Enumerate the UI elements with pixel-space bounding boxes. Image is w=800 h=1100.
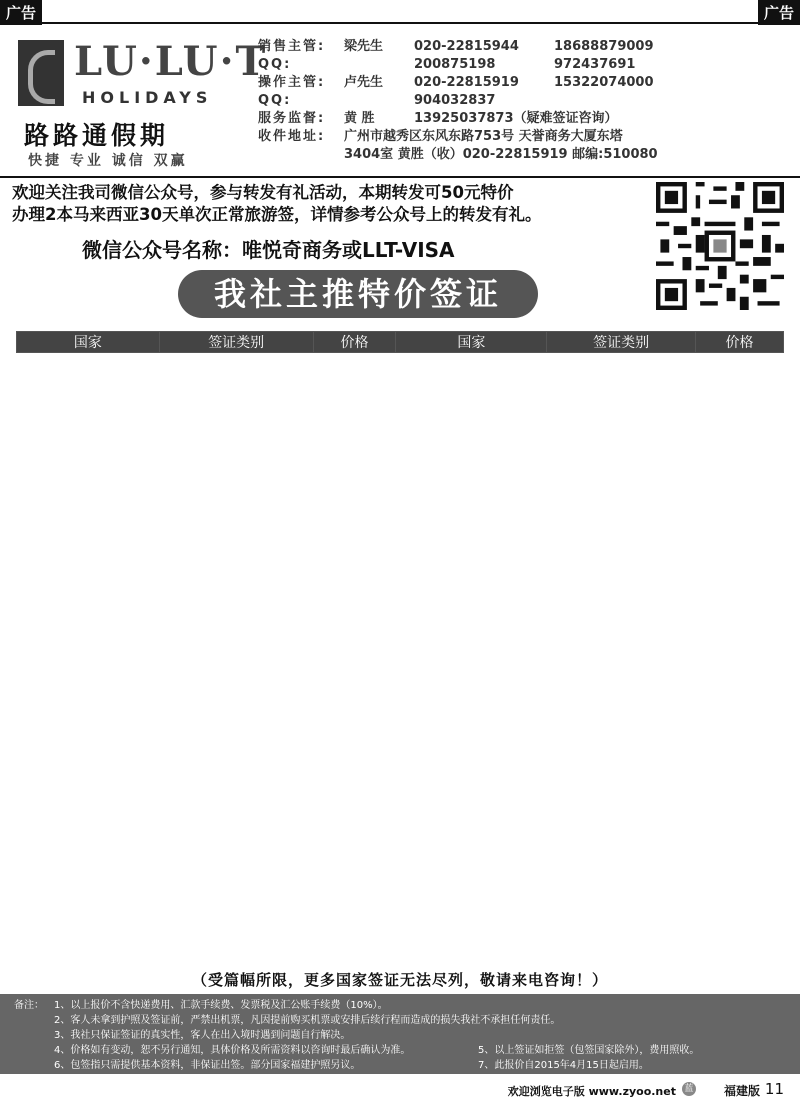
edition-label: 福建版 [723, 1084, 760, 1098]
col-header: 国家 [17, 332, 160, 353]
contact-row: 3404室 黄胜（收）020-22815919 邮编:510080 [344, 147, 658, 162]
contact-row: 操作主管: 卢先生 020-22815919 15322074000 [258, 75, 654, 90]
notice-text: （受篇幅所限，更多国家签证无法尽列，敬请来电咨询！） [191, 971, 608, 989]
wechat-account-name: 微信公众号名称：唯悦奇商务或LLT-VISA [82, 238, 455, 262]
col-header: 国家 [396, 332, 547, 353]
footer-badge: 蓝 [682, 1082, 696, 1096]
col-header: 价格 [313, 332, 396, 353]
ad-label-left: 广告 [0, 0, 42, 25]
contact-row: 收件地址: 广州市越秀区东风东路753号 天誉商务大厦东塔 [258, 129, 623, 144]
ad-label-right: 广告 [758, 0, 800, 25]
logo-cn-name: 路路通假期 [24, 121, 170, 150]
wechat-promo: 欢迎关注我司微信公众号，参与转发有礼活动，本期转发可50元特价 办理2本马来西亚30天单次正常旅游签，详情参考公众号上的转发有礼。 [12, 183, 542, 224]
logo-slogan: 快捷 专业 诚信 双赢 [28, 153, 188, 169]
col-header: 签证类别 [159, 332, 313, 353]
logo-sub: HOLIDAYS [82, 88, 213, 107]
company-logo [18, 32, 268, 172]
table-header-row [17, 332, 784, 353]
footer-url[interactable]: 欢迎浏览电子版 www.zyoo.net [507, 1085, 676, 1098]
col-header: 签证类别 [547, 332, 696, 353]
contact-info [258, 38, 658, 164]
notes-box: 备注： 1、以上报价不含快递费用、汇款手续费、发票税及汇公账手续费（10%）。 2、客人未拿到护照及签证前，严禁出机票，凡因提前购买机票或安排后续行程而造成的损失我社不承担任何责任。 3、我社只保证签证的真实性，客人在出入境时遇到问题自行解决。 4、价格如有变动，恕不另行通知，具体价格及所需资料以咨询时最后确认为准。 5、以上签证如拒签（包签国家除外），费用照收。 6、包签指只需提供基本资料，非保证出签。部分国家福建护照另议。 7、此报价自2015年4月15日起启用。 [0, 994, 800, 1074]
visa-price-table [16, 331, 784, 353]
logo-brand: LU·LU·T [74, 38, 268, 85]
page-title: 我社主推特价签证 [178, 270, 538, 318]
contact-row: QQ: 200875198 972437691 [258, 57, 636, 72]
logo-mark-icon [18, 40, 64, 106]
header [0, 24, 800, 174]
contact-row: 销售主管: 梁先生 020-22815944 18688879009 [258, 39, 654, 54]
divider [0, 176, 800, 178]
footer [0, 1078, 800, 1100]
contact-row: QQ: 904032837 [258, 93, 496, 108]
col-header: 价格 [696, 332, 784, 353]
qr-code-icon [656, 182, 784, 310]
page-number: 11 [764, 1080, 784, 1098]
contact-row: 服务监督: 黄 胜 13925037873（疑难签证咨询） [258, 111, 618, 126]
